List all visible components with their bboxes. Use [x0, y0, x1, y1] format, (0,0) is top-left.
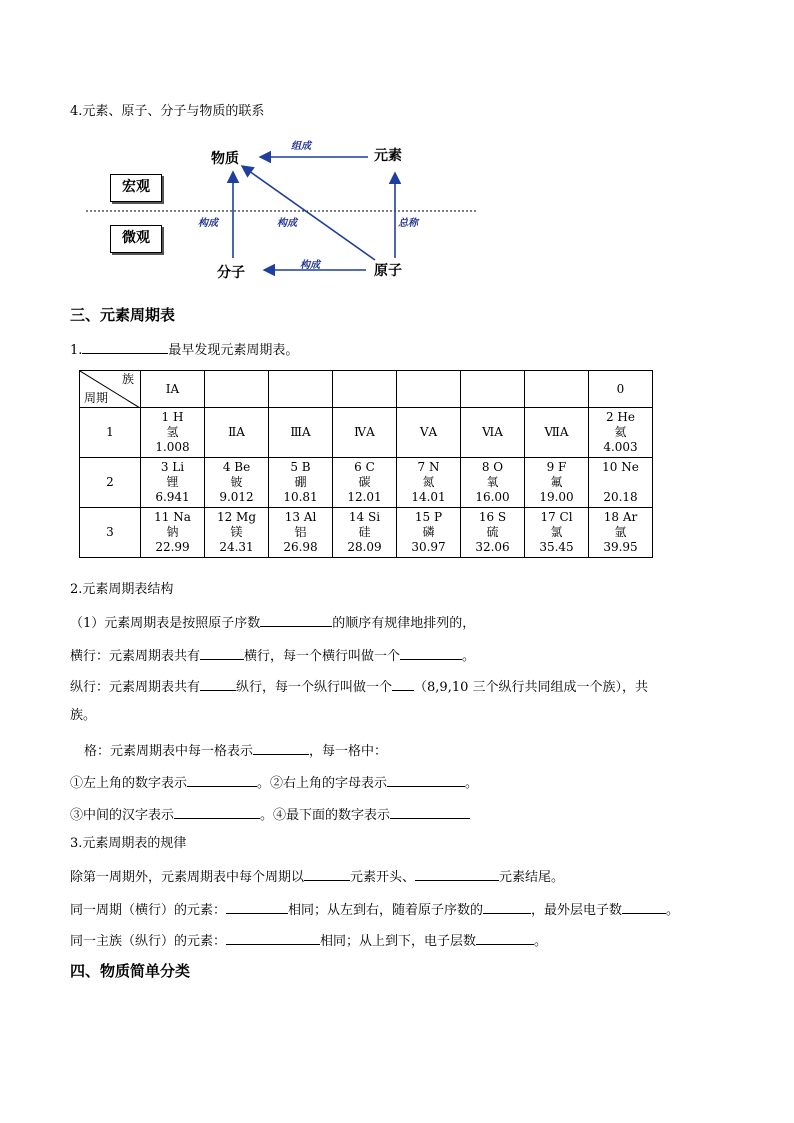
group-label-cell: ⅡA [205, 408, 269, 458]
element-mass: 1.008 [155, 440, 190, 454]
blank-group-same[interactable] [226, 930, 320, 945]
section4-heading: 四、物质简单分类 [70, 962, 191, 980]
arrow-label-zucheng: 组成 [291, 141, 311, 152]
blank-outer-electrons[interactable] [622, 899, 666, 914]
element-name: 氦 [614, 425, 627, 439]
element-mass: 30.97 [411, 540, 446, 554]
table-row [80, 458, 653, 508]
element-number-symbol: 12 Mg [216, 510, 257, 524]
text: 同一周期（横行）的元素： [70, 903, 227, 918]
text: 。 [534, 934, 548, 949]
corner-label-zu: 族 [121, 372, 134, 386]
blank-shell-trend[interactable] [476, 930, 534, 945]
element-number-symbol: 16 S [478, 510, 507, 524]
element-name: 氢 [166, 425, 179, 439]
macro-box: 宏观 [110, 174, 162, 202]
element-mass: 14.01 [411, 490, 446, 504]
text: ，每一格中： [309, 744, 388, 759]
element-cell-he [589, 408, 653, 458]
text: 。 [465, 776, 479, 791]
text: 元素结尾。 [499, 870, 565, 885]
structure-line-2 [70, 645, 475, 666]
blank-order[interactable] [260, 612, 332, 627]
corner-cell [80, 371, 141, 408]
element-number-symbol: 9 F [546, 460, 567, 474]
text: 。 [462, 649, 476, 664]
element-mass: 28.09 [347, 540, 382, 554]
element-name: 碳 [358, 475, 371, 489]
table-row [80, 408, 653, 458]
element-mass: 35.45 [539, 540, 574, 554]
element-cell [589, 458, 653, 508]
element-mass: 20.18 [603, 490, 638, 504]
text: ③中间的汉字表示 [70, 808, 175, 823]
element-cell [269, 458, 333, 508]
element-cell [141, 458, 205, 508]
rules-line-3 [70, 930, 547, 951]
element-number-symbol: 7 N [417, 460, 440, 474]
header-cell [269, 371, 333, 408]
element-number-symbol: 4 Be [222, 460, 251, 474]
element-cell [461, 508, 525, 558]
blank-middle-chinese[interactable] [174, 804, 260, 819]
element-cell [525, 458, 589, 508]
element-number-symbol: 15 P [414, 510, 443, 524]
structure-line-1 [70, 612, 475, 633]
text: 纵行，每一个纵行叫做一个 [236, 680, 393, 695]
text: 横行，每一个横行叫做一个 [244, 649, 401, 664]
header-cell: ⅠA [141, 371, 205, 408]
text: 的顺序有规律地排列的， [332, 616, 476, 631]
blank-period-same[interactable] [226, 899, 288, 914]
element-name: 镁 [230, 525, 243, 539]
element-mass: 22.99 [155, 540, 190, 554]
element-mass: 6.941 [155, 490, 190, 504]
element-cell [141, 508, 205, 558]
blank-row-name[interactable] [400, 645, 462, 660]
element-mass: 9.012 [219, 490, 254, 504]
blank-cell-meaning[interactable] [253, 740, 309, 755]
element-name: 磷 [422, 525, 435, 539]
table-row [80, 508, 653, 558]
section3-heading: 三、元素周期表 [70, 306, 176, 324]
text: 。②右上角的字母表示 [257, 776, 388, 791]
group-label-cell: ⅣA [333, 408, 397, 458]
structure-line-3-cont: 族。 [70, 708, 97, 723]
text: 。 [666, 903, 680, 918]
element-mass: 10.81 [283, 490, 318, 504]
rules-line-1 [70, 866, 564, 887]
arrow-label-goucheng-left: 构成 [198, 218, 218, 229]
element-number-symbol: 14 Si [348, 510, 381, 524]
element-name: 铝 [294, 525, 307, 539]
element-name: 氧 [486, 475, 499, 489]
arrow-goucheng-diag [242, 166, 375, 260]
element-name: 氟 [550, 475, 563, 489]
element-number-symbol: 8 O [481, 460, 504, 474]
header-cell [525, 371, 589, 408]
corner-label-zhouqi: 周期 [84, 391, 109, 405]
blank-column-name[interactable] [392, 676, 414, 691]
structure-line-3 [70, 676, 648, 697]
element-cell [525, 508, 589, 558]
arrow-label-goucheng-diag: 构成 [277, 218, 297, 229]
element-cell [397, 458, 461, 508]
section4-title: 4.元素、原子、分子与物质的联系 [70, 104, 265, 119]
blank-period-start[interactable] [304, 866, 350, 881]
element-cell [397, 508, 461, 558]
element-number-symbol: 6 C [354, 460, 375, 474]
arrow-label-goucheng-bottom: 构成 [300, 260, 320, 271]
group-label-cell: ⅢA [269, 408, 333, 458]
element-cell-h [141, 408, 205, 458]
question-1 [70, 339, 298, 360]
element-name: 硼 [294, 475, 307, 489]
element-name: 锂 [166, 475, 179, 489]
element-cell [205, 508, 269, 558]
element-mass: 4.003 [603, 440, 638, 454]
element-cell [461, 458, 525, 508]
blank-bottom-number[interactable] [390, 804, 470, 819]
text: 。④最下面的数字表示 [260, 808, 391, 823]
text: 除第一周期外，元素周期表中每个周期以 [70, 870, 305, 885]
element-name [589, 475, 652, 490]
rules-title: 3.元素周期表的规律 [70, 836, 187, 851]
table-header-row [80, 371, 653, 408]
element-number-symbol: 1 H [161, 410, 184, 424]
element-mass: 12.01 [347, 490, 382, 504]
structure-line-4 [84, 740, 387, 761]
element-mass: 32.06 [475, 540, 510, 554]
blank-row-count[interactable] [200, 645, 244, 660]
element-number-symbol: 13 Al [284, 510, 317, 524]
element-mass: 19.00 [539, 490, 574, 504]
element-mass: 39.95 [603, 540, 638, 554]
arrow-label-zongcheng: 总称 [398, 218, 418, 229]
text: 相同；从左到右，随着原子序数的 [288, 903, 484, 918]
element-name: 氩 [614, 525, 627, 539]
element-number-symbol: 18 Ar [603, 510, 638, 524]
blank-period-end[interactable] [415, 866, 499, 881]
blank-top-right-letter[interactable] [387, 772, 465, 787]
header-cell [397, 371, 461, 408]
group-label-cell: ⅦA [525, 408, 589, 458]
element-cell [589, 508, 653, 558]
text: 横行：元素周期表共有 [70, 649, 201, 664]
header-cell [461, 371, 525, 408]
text: 同一主族（纵行）的元素： [70, 934, 227, 949]
element-number-symbol: 10 Ne [602, 460, 639, 474]
group-label-cell: ⅤA [397, 408, 461, 458]
element-cell [269, 508, 333, 558]
structure-line-5 [70, 772, 478, 793]
element-mass: 24.31 [219, 540, 254, 554]
element-number-symbol: 17 Cl [540, 510, 573, 524]
element-mass: 16.00 [475, 490, 510, 504]
text: （1）元素周期表是按照原子序数 [70, 616, 261, 631]
text: ①左上角的数字表示 [70, 776, 188, 791]
header-cell [333, 371, 397, 408]
element-name: 硅 [358, 525, 371, 539]
q1-blank[interactable] [82, 339, 168, 354]
element-number-symbol: 3 Li [160, 460, 185, 474]
label-wuzhi: 物质 [211, 151, 239, 167]
text: 格：元素周期表中每一格表示 [84, 744, 254, 759]
periodic-table [79, 370, 653, 558]
text: 相同；从上到下，电子层数 [320, 934, 477, 949]
group-label-cell: ⅥA [461, 408, 525, 458]
header-cell: 0 [589, 371, 653, 408]
element-number-symbol: 2 He [605, 410, 635, 424]
element-name: 硫 [486, 525, 499, 539]
q1-number: 1. [70, 343, 83, 358]
element-name: 铍 [230, 475, 243, 489]
structure-title: 2.元素周期表结构 [70, 582, 174, 597]
label-fenzi: 分子 [217, 265, 245, 281]
blank-atomic-number-trend[interactable] [483, 899, 531, 914]
element-name: 氮 [422, 475, 435, 489]
header-cell [205, 371, 269, 408]
element-name: 钠 [166, 525, 179, 539]
period-cell: 1 [80, 408, 141, 458]
text: ，最外层电子数 [531, 903, 623, 918]
text: 元素开头、 [350, 870, 416, 885]
structure-line-6 [70, 804, 470, 825]
element-mass: 26.98 [283, 540, 318, 554]
blank-top-left-number[interactable] [187, 772, 257, 787]
micro-box: 微观 [110, 225, 162, 253]
element-cell [333, 508, 397, 558]
element-number-symbol: 5 B [290, 460, 311, 474]
period-cell: 3 [80, 508, 141, 558]
element-name: 氯 [550, 525, 563, 539]
blank-column-count[interactable] [200, 676, 236, 691]
text: 纵行：元素周期表共有 [70, 680, 201, 695]
element-cell [333, 458, 397, 508]
q1-text: 最早发现元素周期表。 [168, 343, 299, 358]
text: （8,9,10 三个纵行共同组成一个族），共 [414, 680, 649, 695]
element-number-symbol: 11 Na [154, 510, 191, 524]
rules-line-2 [70, 899, 679, 920]
label-yuanzi: 原子 [374, 263, 402, 279]
element-cell [205, 458, 269, 508]
label-yuansu: 元素 [374, 148, 402, 164]
period-cell: 2 [80, 458, 141, 508]
